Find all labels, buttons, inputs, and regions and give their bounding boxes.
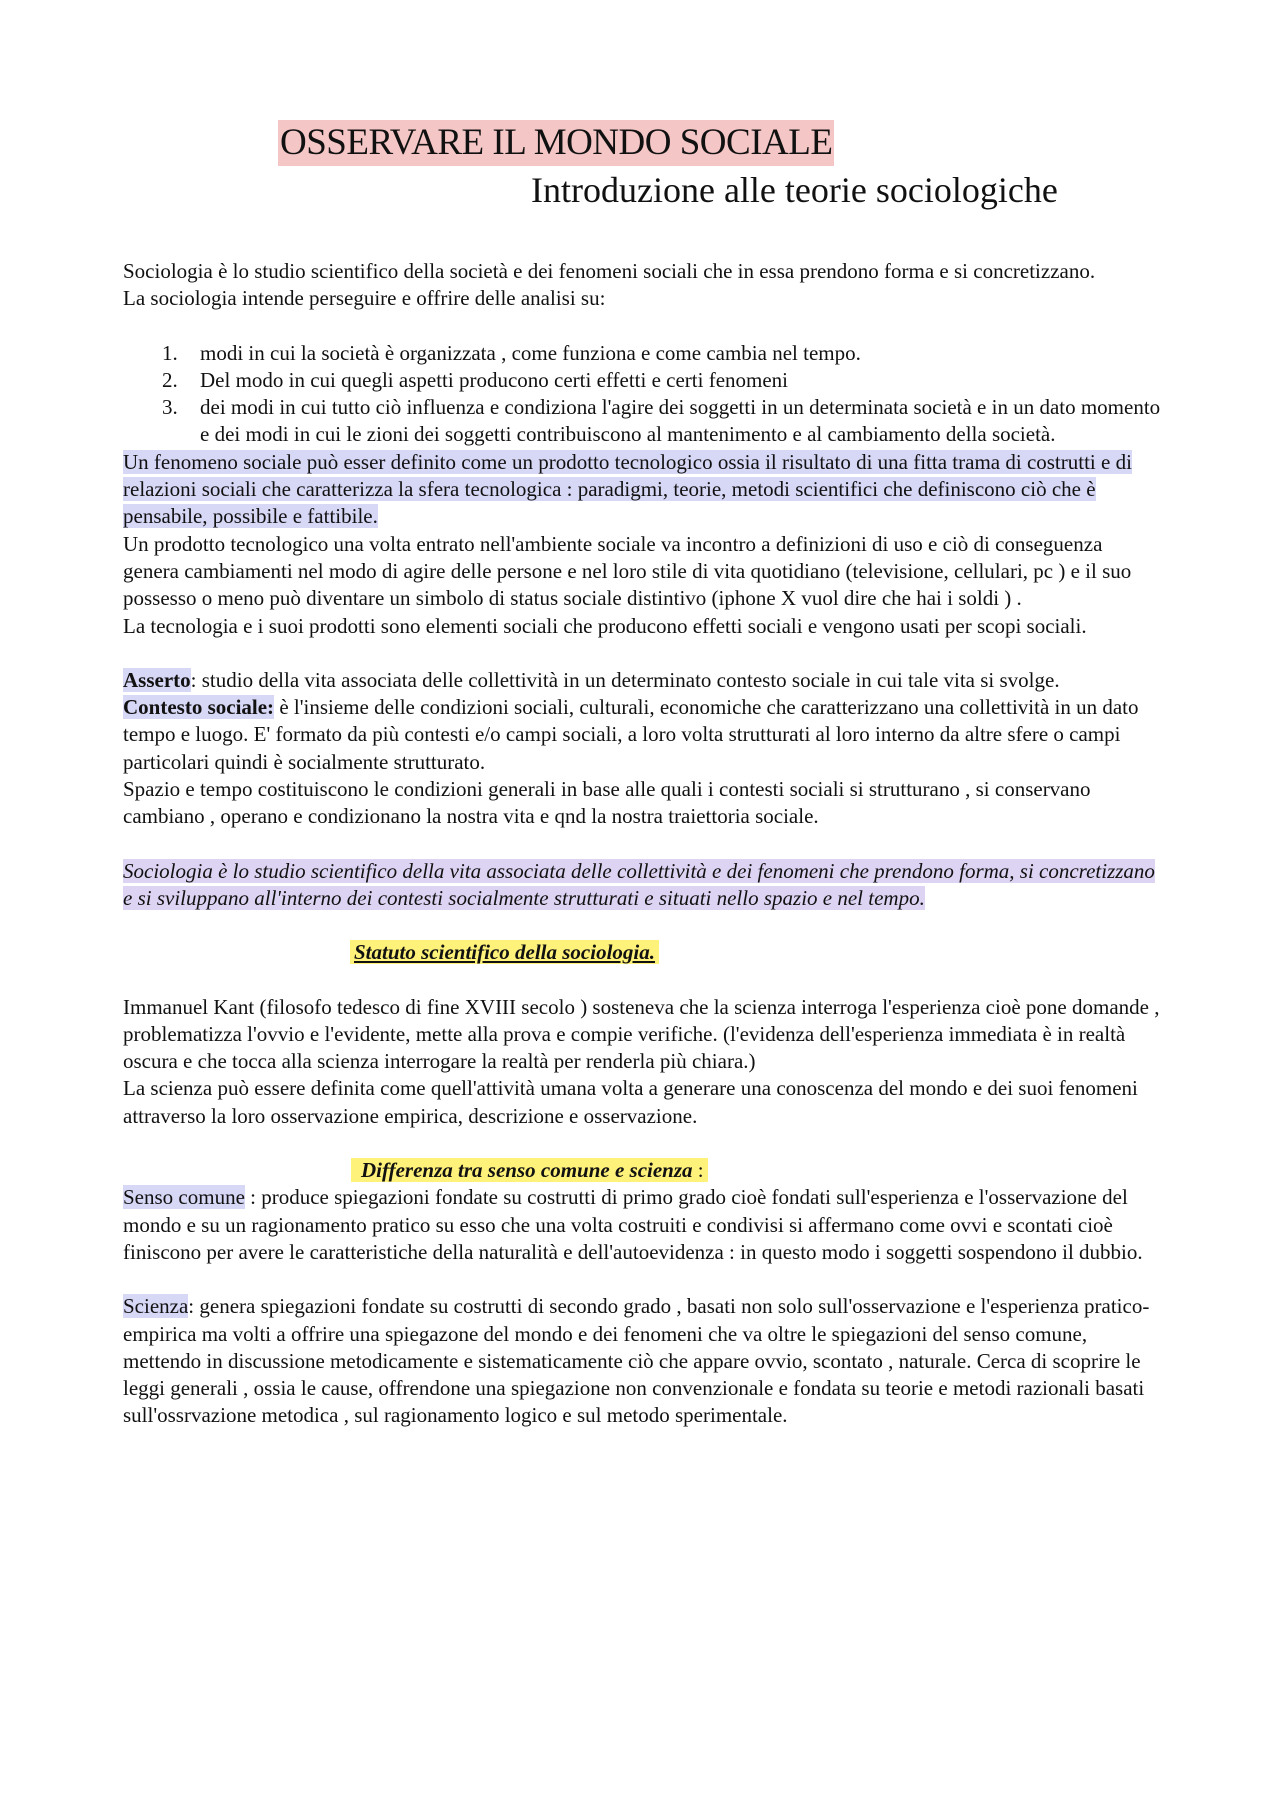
kant-paragraph: Immanuel Kant (filosofo tedesco di fine XVIII secolo ) sosteneva che la scienza interroga l'esperienza cioè pone domande , problematizza l'ovvio e l'evidente, mette alla prova e compie verifiche. (l'evidenza dell'esperienza immediata è in realtà oscura e che tocca alla scienza interrogare la realtà per renderla più chiara.)	[123, 994, 1160, 1074]
spazio-tempo-paragraph: Spazio e tempo costituiscono le condizioni generali in base alle quali i contesti sociali si strutturano , si conservano cambiano , operano e condizionano la nostra vita e qnd la nostra traiettoria sociale.	[123, 777, 1091, 829]
document-subtitle: Introduzione alle teorie sociologiche	[531, 170, 1058, 210]
intro-lead-in: La sociologia intende perseguire e offrire delle analisi su:	[123, 286, 606, 311]
tecnologia-paragraph: La tecnologia e i suoi prodotti sono elementi sociali che producono effetti sociali e vengono usati per scopi sociali.	[123, 613, 1087, 638]
statuto-heading-line	[123, 939, 1163, 966]
scienza-definition-paragraph: La scienza può essere definita come quell'attività umana volta a generare una conoscenza del mondo e dei suoi fenomeni attraverso la loro osservazione empirica, descrizione e osservazione.	[123, 1076, 1138, 1128]
document-title: OSSERVARE IL MONDO SOCIALE	[278, 120, 834, 166]
senso-comune-definition: Senso comune : produce spiegazioni fondate su costrutti di primo grado cioè fondati sull'esperienza e l'osservazione del mondo e su un ragionamento pratico su esso che una volta costruiti e condivisi si affermano come ovvi e scontati cioè finiscono per avere le caratteristiche della naturalità e dell'autoevidenza : in questo modo i soggetti sospendono il dubbio.	[123, 1185, 1143, 1264]
intro-paragraph: Sociologia è lo studio scientifico della società e dei fenomeni sociali che in essa prendono forma e si concretizzano.	[123, 259, 1096, 283]
differenza-heading-line	[123, 1157, 1163, 1184]
statuto-heading: Statuto scientifico della sociologia.	[350, 940, 659, 964]
list-item: 2. Del modo in cui quegli aspetti producono certi effetti e certi fenomeni	[162, 367, 788, 392]
sociologia-italic-definition: Sociologia è lo studio scientifico della vita associata delle collettività e dei fenomeni che prendono forma, si concretizzano e si sviluppano all'interno dei contesti socialmente strutturati e situati nello spazio e nel tempo.	[123, 858, 1155, 910]
prodotto-paragraph: Un prodotto tecnologico una volta entrato nell'ambiente sociale va incontro a definizioni di uso e ciò di conseguenza genera cambiamenti nel modo di agire delle persone e nel loro stile di vita quotidiano (televisione, cellulari, pc ) e il suo possesso o meno può diventare un simbolo di status sociale distintivo (iphone X vuol dire che hai i soldi ) .	[123, 531, 1132, 611]
differenza-heading: Differenza tra senso comune e scienza :	[351, 1158, 708, 1182]
scienza-definition: Scienza: genera spiegazioni fondate su costrutti di secondo grado , basati non solo sull'osservazione e l'esperienza pratico-empirica ma volti a offrire una spiegazone del mondo e dei fenomeni che va oltre le spiegazioni del senso comune, mettendo in discussione metodicamente e sistematicamente ciò che appare ovvio, scontato , naturale. Cerca di scoprire le leggi generali , ossia le cause, offrendone una spiegazione non convenzionale e fondata su teorie e metodi razionali basati sull'ossrvazione metodica , sul ragionamento logico e sul metodo sperimentale.	[123, 1294, 1150, 1428]
analysis-list	[123, 340, 1163, 449]
contesto-definition: Contesto sociale: è l'insieme delle condizioni sociali, culturali, economiche che caratterizzano una collettività in un dato tempo e luogo. E' formato da più contesti e/o campi sociali, a loro volta strutturati al loro interno da altre sfere o campi particolari quindi è socialmente strutturato.	[123, 695, 1139, 774]
document-body	[123, 258, 1163, 1430]
asserto-definition: Asserto: studio della vita associata delle collettività in un determinato contesto sociale in cui tale vita si svolge.	[123, 667, 1060, 692]
fenomeno-definition: Un fenomeno sociale può esser definito come un prodotto tecnologico ossia il risultato di una fitta trama di costrutti e di relazioni sociali che caratterizza la sfera tecnologica : paradigmi, teorie, metodi scientifici che definiscono ciò che è pensabile, possibile e fattibile.	[123, 449, 1132, 529]
list-item: 3. dei modi in cui tutto ciò influenza e condiziona l'agire dei soggetti in un determinata società e in un dato momento e dei modi in cui le zioni dei soggetti contribuiscono al mantenimento e al cambiamento della società.	[162, 395, 1161, 447]
list-item: 1. modi in cui la società è organizzata , come funziona e come cambia nel tempo.	[162, 340, 861, 365]
